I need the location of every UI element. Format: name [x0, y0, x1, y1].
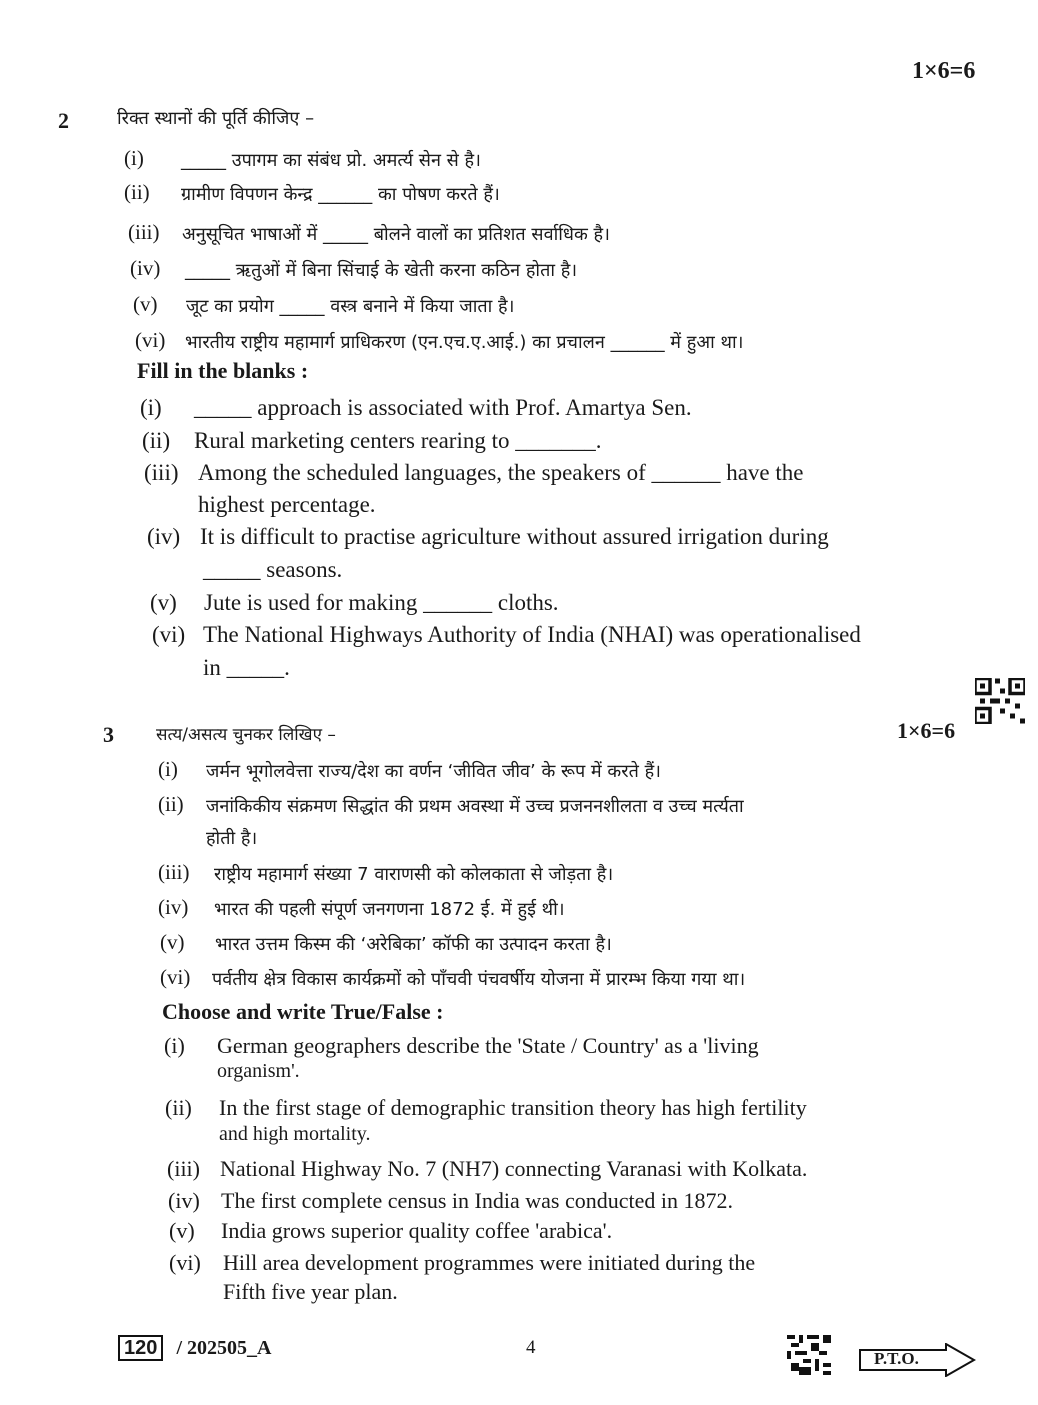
barcode-icon: [787, 1335, 831, 1375]
list-item: (ii) जनांकिकीय संक्रमण सिद्धांत की प्रथम अवस्था में उच्च प्रजननशीलता व उच्च मर्त्यता होती है।: [158, 792, 744, 849]
list-item: (i) German geographers describe the 'State / Country' as a 'living organism'.: [164, 1033, 759, 1082]
q3-english-heading: Choose and write True/False :: [162, 999, 444, 1024]
list-item: (iii) Among the scheduled languages, the speakers of ______ have the highest percentage.: [144, 460, 804, 517]
q3-hindi-heading: सत्य/असत्य चुनकर लिखिए –: [156, 725, 336, 745]
list-item: (i) _____ approach is associated with Prof. Amartya Sen.: [140, 395, 692, 420]
qr-code-icon: [975, 678, 1025, 724]
list-item: (i) जर्मन भूगोलवेत्ता राज्य/देश का वर्णन ‘जीवित जीव’ के रूप में करते हैं।: [158, 757, 661, 782]
list-item: (vi) भारतीय राष्ट्रीय महामार्ग प्राधिकरण (एन.एच.ए.आई.) का प्रचालन ______ में हुआ था।: [135, 328, 744, 353]
pto-arrow: [858, 1343, 978, 1377]
list-item: (iii) राष्ट्रीय महामार्ग संख्या 7 वाराणसी को कोलकाता से जोड़ता है।: [158, 860, 614, 885]
pto-label: P.T.O.: [874, 1349, 919, 1368]
list-item: (vi) पर्वतीय क्षेत्र विकास कार्यक्रमों को पाँचवी पंचवर्षीय योजना में प्रारम्भ किया गया था।: [160, 965, 746, 990]
q2-number: 2: [58, 108, 69, 133]
list-item: (iv) भारत की पहली संपूर्ण जनगणना 1872 ई. में हुई थी।: [158, 895, 565, 920]
q2-english-heading: Fill in the blanks :: [137, 358, 309, 383]
paper-code-box: 120: [118, 1335, 163, 1361]
list-item: (v) जूट का प्रयोग _____ वस्त्र बनाने में किया जाता है।: [133, 292, 515, 317]
q3-marks: 1×6=6: [897, 718, 956, 743]
list-item: (vi) Hill area development programmes were initiated during the Fifth five year plan.: [169, 1250, 756, 1304]
list-item: (iv) _____ ऋतुओं में बिना सिंचाई के खेती करना कठिन होता है।: [130, 256, 578, 281]
list-item: (v) India grows superior quality coffee 'arabica'.: [169, 1218, 613, 1243]
list-item: (iv) It is difficult to practise agriculture without assured irrigation during _____ seasons.: [147, 524, 829, 582]
paper-code: [118, 1337, 271, 1360]
list-item: (iii) अनुसूचित भाषाओं में _____ बोलने वालों का प्रतिशत सर्वाधिक है।: [128, 220, 610, 245]
q2-marks: 1×6=6: [912, 58, 976, 84]
list-item: (vi) The National Highways Authority of India (NHAI) was operationalised in _____.: [152, 622, 861, 680]
list-item: (iii) National Highway No. 7 (NH7) connecting Varanasi with Kolkata.: [167, 1156, 808, 1181]
list-item: (iv) The first complete census in India was conducted in 1872.: [168, 1188, 733, 1213]
list-item: (v) भारत उत्तम किस्म की ‘अरेबिका’ कॉफी का उत्पादन करता है।: [160, 930, 612, 955]
list-item: (ii) In the first stage of demographic transition theory has high fertility and high mortality.: [165, 1095, 807, 1145]
paper-code-rest: / 202505_A: [176, 1337, 272, 1359]
list-item: (v) Jute is used for making ______ cloths.: [150, 590, 559, 615]
q3-number: 3: [103, 722, 114, 747]
q2-hindi-heading: रिक्त स्थानों की पूर्ति कीजिए –: [117, 108, 315, 129]
list-item: (ii) ग्रामीण विपणन केन्द्र ______ का पोषण करते हैं।: [124, 180, 500, 205]
page-number: 4: [526, 1337, 536, 1358]
list-item: (ii) Rural marketing centers rearing to _______.: [142, 428, 602, 453]
list-item: (i) _____ उपागम का संबंध प्रो. अमर्त्य सेन से है।: [124, 146, 481, 171]
